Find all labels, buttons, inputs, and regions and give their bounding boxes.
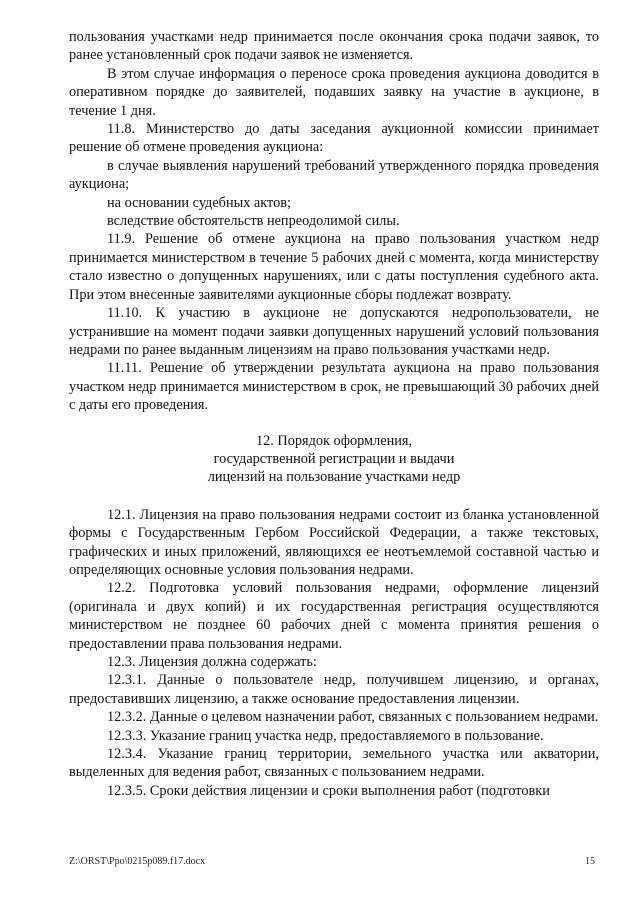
paragraph-12-3-4: 12.3.4. Указание границ территории, земельного участка или акватории, выделенных для ведения работ, связанных с пользованием недрами. bbox=[69, 746, 599, 781]
paragraph-11-11: 11.11. Решение об утверждении результата аукциона на право пользования участком недр принимается министерством в срок, не превышающий 30 рабочих дней с даты его проведения. bbox=[69, 360, 599, 414]
section-heading bbox=[69, 432, 599, 487]
document-page bbox=[69, 28, 599, 800]
paragraph-12-3-5: 12.3.5. Сроки действия лицензии и сроки выполнения работ (подготовки bbox=[107, 782, 550, 799]
paragraph-12-3-3: 12.3.3. Указание границ участка недр, предоставляемого в пользование. bbox=[107, 727, 544, 744]
page-number: 15 bbox=[585, 856, 595, 867]
section-heading-line: 12. Порядок оформления, bbox=[255, 432, 413, 449]
paragraph: на основании судебных актов; bbox=[107, 194, 291, 211]
paragraph: пользования участками недр принимается после окончания срока подачи заявок, то ранее установленный срок подачи заявок не изменяется. bbox=[69, 29, 599, 64]
paragraph-11-8: 11.8. Министерство до даты заседания аукционной комиссии принимает решение об отмене проведения аукциона: bbox=[69, 121, 599, 156]
paragraph-11-9: 11.9. Решение об отмене аукциона на право пользования участком недр принимается министерством в течение 5 рабочих дней с момента, когда министерству стало известно о допущенных нарушениях, или с даты поступления судебного акта. При этом внесенные заявителями аукционные сборы подлежат возврату. bbox=[69, 231, 599, 303]
paragraph-12-3: 12.3. Лицензия должна содержать: bbox=[107, 654, 317, 670]
paragraph-12-3-1: 12.3.1. Данные о пользователе недр, получившем лицензию, и органах, предоставивших лицензию, а также основание предоставления лицензии. bbox=[69, 672, 599, 707]
paragraph: В этом случае информация о переносе срока проведения аукциона доводится в оперативном порядке до заявителей, подавших заявку на участие в аукционе, в течение 1 дня. bbox=[69, 65, 599, 119]
top-paragraphs bbox=[69, 28, 599, 415]
section-heading-line: лицензий на пользование участками недр bbox=[207, 469, 461, 486]
paragraph-12-2: 12.2. Подготовка условий пользования недрами, оформление лицензий (оригинала и двух копий) и их государственная регистрация осуществляются министерством не позднее 60 рабочих дней с момента принятия решения о предоставлении права пользования недрами. bbox=[69, 580, 599, 652]
section-heading-line: государственной регистрации и выдачи bbox=[213, 450, 455, 467]
paragraph-12-1: 12.1. Лицензия на право пользования недрами состоит из бланка установленной формы с Государственным Гербом Российской Федерации, а также текстовых, графических и иных приложений, являющихся ее неотъемлемой составной частью и определяющих основные условия пользования недрами. bbox=[69, 506, 599, 578]
paragraph: вследствие обстоятельств непреодолимой силы. bbox=[107, 213, 400, 230]
paragraph-12-3-2: 12.3.2. Данные о целевом назначении работ, связанных с пользованием недрами. bbox=[107, 709, 599, 726]
bottom-paragraphs bbox=[69, 506, 599, 801]
paragraph: в случае выявления нарушений требований утвержденного порядка проведения аукциона; bbox=[69, 157, 599, 193]
paragraph-11-10: 11.10. К участию в аукционе не допускаются недропользователи, не устранившие на момент подачи заявки допущенных нарушений условий пользования недрами по ранее выданным лицензиям на право пользования участками недр. bbox=[69, 305, 599, 358]
file-path: Z:\ORST\Ppo\0215p089.f17.docx bbox=[69, 856, 206, 867]
